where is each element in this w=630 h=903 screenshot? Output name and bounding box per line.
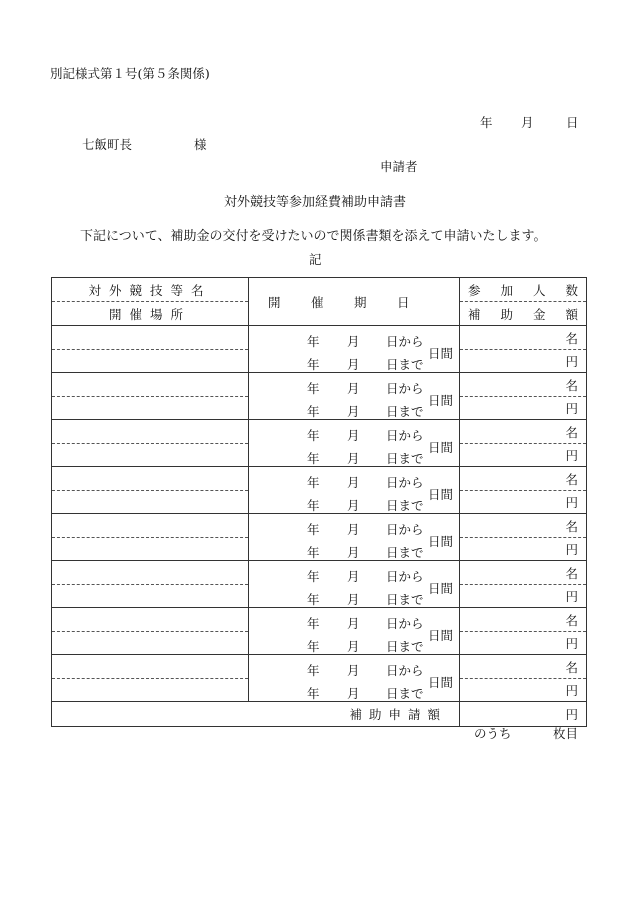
subsidy-field[interactable]: 円 — [565, 589, 578, 604]
venue-field[interactable] — [52, 679, 248, 701]
days-label: 日間 — [428, 581, 454, 596]
days-label: 日間 — [428, 440, 454, 455]
total-label: 補助申請額 — [52, 702, 460, 727]
participants-field[interactable]: 名 — [460, 608, 586, 632]
month-label: 月 — [347, 545, 360, 560]
days-label: 日間 — [428, 346, 454, 361]
from-label: 日から — [386, 616, 424, 631]
days-label: 日間 — [428, 393, 454, 408]
date-day: 日 — [566, 115, 579, 130]
period-start — [307, 426, 427, 444]
period-start — [307, 661, 427, 679]
participants-subsidy-cell — [460, 467, 587, 514]
header-period-char: 期 — [354, 294, 367, 310]
subsidy-field[interactable]: 円 — [565, 636, 578, 651]
event-venue-cell — [52, 467, 249, 514]
year-label: 年 — [307, 381, 320, 396]
period-start — [307, 473, 427, 491]
participants-field[interactable]: 名 — [460, 326, 586, 350]
header-participants-subsidy — [460, 278, 587, 326]
header-participants — [460, 278, 586, 302]
participants-subsidy-cell — [460, 514, 587, 561]
year-label: 年 — [307, 686, 320, 701]
period-start — [307, 332, 427, 350]
month-label: 月 — [347, 522, 360, 537]
total-amount-field[interactable]: 円 — [460, 702, 587, 727]
to-label: 日まで — [386, 498, 424, 513]
from-label: 日から — [386, 475, 424, 490]
participants-subsidy-cell — [460, 561, 587, 608]
header-period-char: 開 — [268, 294, 281, 310]
to-label: 日まで — [386, 545, 424, 560]
header-char: 数 — [565, 282, 578, 298]
table-row — [52, 373, 587, 420]
year-label: 年 — [307, 569, 320, 584]
period-cell[interactable] — [249, 326, 460, 373]
participants-field[interactable]: 名 — [460, 514, 586, 538]
subsidy-field[interactable]: 円 — [565, 683, 578, 698]
to-label: 日まで — [386, 686, 424, 701]
subsidy-field[interactable]: 円 — [565, 354, 578, 369]
event-venue-cell — [52, 561, 249, 608]
table-row — [52, 326, 587, 373]
participants-field[interactable]: 名 — [460, 420, 586, 444]
days-label: 日間 — [428, 675, 454, 690]
period-cell[interactable] — [249, 514, 460, 561]
participants-field[interactable]: 名 — [460, 655, 586, 679]
enclosure-sheets-label: 枚目 — [553, 726, 579, 741]
venue-field[interactable] — [52, 444, 248, 466]
month-label: 月 — [347, 357, 360, 372]
header-venue: 開催場所 — [108, 306, 191, 322]
to-label: 日まで — [386, 404, 424, 419]
year-label: 年 — [307, 592, 320, 607]
period-end — [307, 637, 427, 655]
period-end — [307, 543, 427, 561]
event-venue-cell — [52, 608, 249, 655]
from-label: 日から — [386, 522, 424, 537]
subsidy-field[interactable]: 円 — [565, 495, 578, 510]
intro-text: 下記について、補助金の交付を受けたいので関係書類を添えて申請いたします。 — [80, 229, 547, 244]
participants-subsidy-cell — [460, 373, 587, 420]
from-label: 日から — [386, 663, 424, 678]
table-row — [52, 608, 587, 655]
ki-label: 記 — [309, 252, 322, 267]
participants-subsidy-cell — [460, 655, 587, 702]
total-row — [52, 702, 587, 727]
month-label: 月 — [347, 663, 360, 678]
event-name-field[interactable] — [52, 608, 248, 632]
year-label: 年 — [307, 357, 320, 372]
month-label: 月 — [347, 404, 360, 419]
date-month: 月 — [521, 115, 534, 130]
subsidy-field[interactable]: 円 — [565, 448, 578, 463]
days-label: 日間 — [428, 628, 454, 643]
from-label: 日から — [386, 381, 424, 396]
venue-field[interactable] — [52, 585, 248, 607]
year-label: 年 — [307, 639, 320, 654]
table-row — [52, 467, 587, 514]
header-subsidy — [460, 302, 586, 325]
venue-field[interactable] — [52, 538, 248, 560]
period-end — [307, 496, 427, 514]
participants-subsidy-cell — [460, 326, 587, 373]
month-label: 月 — [347, 334, 360, 349]
month-label: 月 — [347, 428, 360, 443]
period-cell[interactable] — [249, 373, 460, 420]
from-label: 日から — [386, 334, 424, 349]
year-label: 年 — [307, 663, 320, 678]
form-number-label: 別記様式第１号(第５条関係) — [50, 66, 210, 81]
period-cell[interactable] — [249, 561, 460, 608]
to-label: 日まで — [386, 639, 424, 654]
period-cell[interactable] — [249, 467, 460, 514]
days-label: 日間 — [428, 487, 454, 502]
addressee-town-mayor: 七飯町長 — [82, 137, 133, 152]
year-label: 年 — [307, 451, 320, 466]
year-label: 年 — [307, 404, 320, 419]
participants-subsidy-cell — [460, 420, 587, 467]
header-event-name: 対外競技等名 — [52, 278, 248, 302]
event-venue-cell — [52, 326, 249, 373]
month-label: 月 — [347, 686, 360, 701]
venue-field[interactable] — [52, 491, 248, 513]
year-label: 年 — [307, 616, 320, 631]
table-header-row — [52, 278, 587, 326]
header-char: 人 — [532, 282, 546, 298]
header-period-char: 催 — [311, 294, 324, 310]
month-label: 月 — [347, 592, 360, 607]
header-period-char: 日 — [397, 294, 410, 310]
date-year: 年 — [480, 115, 493, 130]
header-char: 加 — [500, 282, 513, 298]
period-start — [307, 520, 427, 538]
period-end — [307, 402, 427, 420]
event-name-field[interactable] — [52, 467, 248, 491]
event-name-field[interactable] — [52, 420, 248, 444]
from-label: 日から — [386, 428, 424, 443]
period-end — [307, 449, 427, 467]
year-label: 年 — [307, 428, 320, 443]
header-char: 助 — [500, 306, 513, 322]
event-name-field[interactable] — [52, 373, 248, 397]
to-label: 日まで — [386, 451, 424, 466]
table-row — [52, 561, 587, 608]
year-label: 年 — [307, 498, 320, 513]
event-name-field[interactable] — [52, 561, 248, 585]
month-label: 月 — [347, 498, 360, 513]
header-char: 参 — [468, 282, 481, 298]
header-event-venue — [52, 278, 249, 326]
event-venue-cell — [52, 420, 249, 467]
header-period — [249, 278, 460, 326]
enclosure-of-label: のうち — [474, 726, 512, 741]
month-label: 月 — [347, 639, 360, 654]
application-table — [51, 277, 587, 727]
period-end — [307, 355, 427, 373]
applicant-label: 申請者 — [380, 159, 418, 174]
participants-field[interactable]: 名 — [460, 561, 586, 585]
to-label: 日まで — [386, 357, 424, 372]
table-row — [52, 655, 587, 702]
participants-subsidy-cell — [460, 608, 587, 655]
addressee-honorific: 様 — [194, 137, 207, 152]
from-label: 日から — [386, 569, 424, 584]
venue-field[interactable] — [52, 350, 248, 372]
event-venue-cell — [52, 514, 249, 561]
venue-field[interactable] — [52, 397, 248, 419]
header-char: 金 — [532, 306, 546, 322]
year-label: 年 — [307, 475, 320, 490]
header-char: 額 — [565, 306, 578, 322]
subsidy-field[interactable]: 円 — [565, 542, 578, 557]
document-title: 対外競技等参加経費補助申請書 — [223, 195, 406, 210]
event-name-field[interactable] — [52, 655, 248, 679]
participants-field[interactable]: 名 — [460, 467, 586, 491]
period-end — [307, 684, 427, 702]
venue-field[interactable] — [52, 632, 248, 654]
period-start — [307, 379, 427, 397]
period-start — [307, 614, 427, 632]
month-label: 月 — [347, 381, 360, 396]
header-char: 補 — [468, 306, 481, 322]
month-label: 月 — [347, 616, 360, 631]
event-venue-cell — [52, 655, 249, 702]
subsidy-field[interactable]: 円 — [565, 401, 578, 416]
year-label: 年 — [307, 545, 320, 560]
period-cell[interactable] — [249, 608, 460, 655]
table-row — [52, 514, 587, 561]
period-cell[interactable] — [249, 655, 460, 702]
year-label: 年 — [307, 522, 320, 537]
event-name-field[interactable] — [52, 514, 248, 538]
event-venue-cell — [52, 373, 249, 420]
table-row — [52, 420, 587, 467]
period-start — [307, 567, 427, 585]
participants-field[interactable]: 名 — [460, 373, 586, 397]
month-label: 月 — [347, 475, 360, 490]
month-label: 月 — [347, 451, 360, 466]
event-name-field[interactable] — [52, 326, 248, 350]
days-label: 日間 — [428, 534, 454, 549]
month-label: 月 — [347, 569, 360, 584]
period-cell[interactable] — [249, 420, 460, 467]
period-end — [307, 590, 427, 608]
year-label: 年 — [307, 334, 320, 349]
to-label: 日まで — [386, 592, 424, 607]
